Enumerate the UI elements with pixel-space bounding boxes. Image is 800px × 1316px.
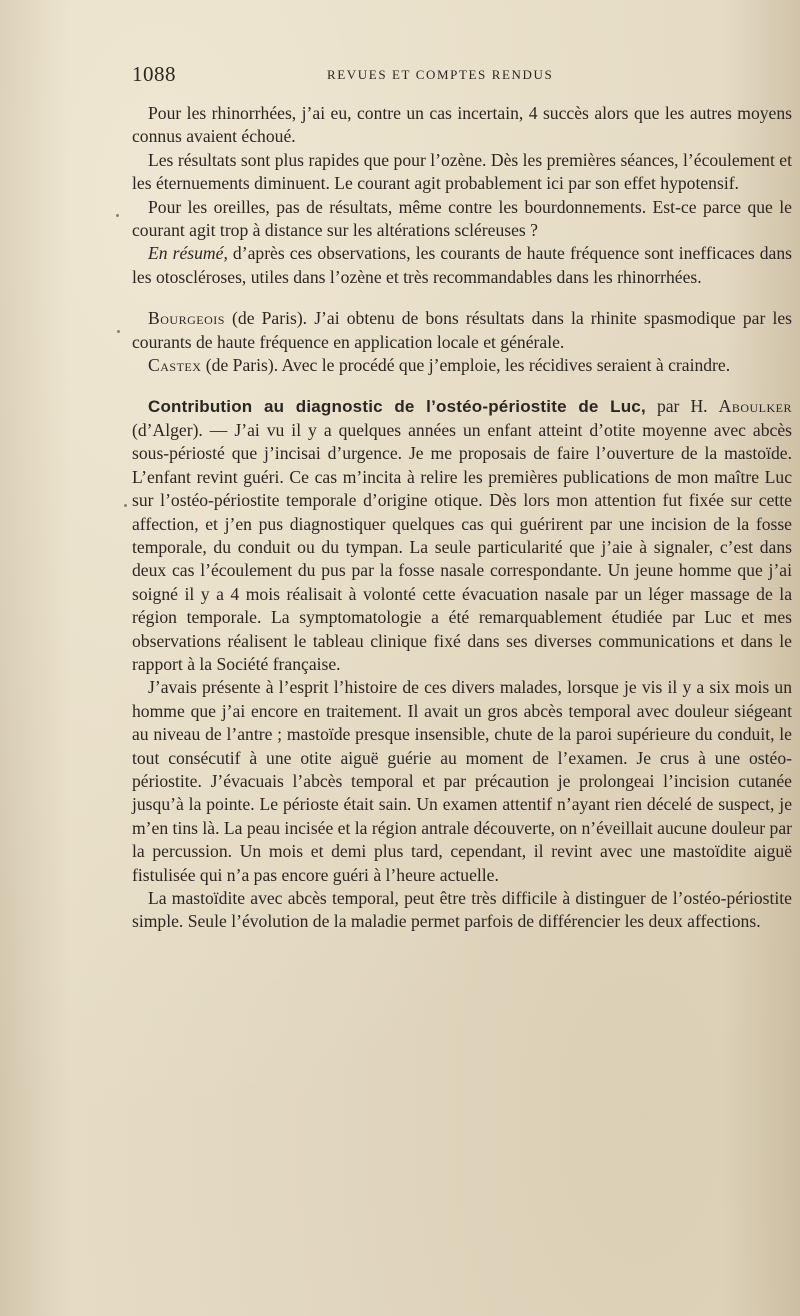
castex-text: (de Paris). Avec le procédé que j’emploie, les récidives seraient à craindre. — [201, 355, 731, 376]
by-line: par H. — [645, 396, 719, 417]
margin-speck — [117, 330, 120, 333]
section-title: Contribution au diagnostic de l’ostéo-périostite de Luc, — [148, 397, 646, 417]
page-number: 1088 — [132, 62, 176, 86]
paragraph-resultats: Les résultats sont plus rapides que pour l’ozène. Dès les premières séances, l’écoulement et les éternuements diminuent. Le courant agit probablement ici par son effet hypotensif. — [132, 149, 792, 194]
author-castex: Castex — [148, 355, 202, 376]
paragraph-castex — [132, 354, 792, 377]
paragraph-contribution — [132, 395, 792, 676]
contribution-text: (d’Alger). — J’ai vu il y a quelques années un enfant atteint d’otite moyenne avec abcès sous-périosté que j’incisai d’urgence. Je me proposais de faire l’ouverture de la mastoïde. L’enfant revint guéri. Ce cas m’incita à relire les premières publications de mon maître Luc sur l’ostéo-périostite temporale d’origine otique. Dès lors mon attention fut fixée sur cette affection, et j’en pus diagnostiquer quelques cas qui guérirent par une incision de la fosse temporale, du conduit ou du tympan. La seule particularité que j’aie à signaler, c’est dans deux cas l’écoulement du pus par la fosse nasale correspondante. Un jeune homme que j’ai soigné il y a 4 mois réalisait à volonté cette évacuation nasale par un léger massage de la région temporale. La symptomatologie a été remarquablement étudiée par Luc et mes observations réalisent le tableau clinique fixé dans ses diverses communications et dans le rapport à la Société française. — [132, 419, 792, 674]
paragraph-conclusion: La mastoïdite avec abcès temporal, peut être très difficile à distinguer de l’ostéo-périostite simple. Seule l’évolution de la maladie permet parfois de différencier les deux affections. — [132, 888, 792, 932]
paragraph-bourgeois — [132, 307, 792, 354]
margin-speck — [124, 504, 127, 507]
running-head — [132, 62, 792, 86]
running-title: REVUES ET COMPTES RENDUS — [327, 67, 554, 82]
author-aboulker: Aboulker — [718, 396, 792, 417]
paragraph-resume — [132, 242, 792, 289]
resume-text: d’après ces observations, les courants de haute fréquence sont inefficaces dans les otoscléroses, utiles dans l’ozène et très recommandables dans les rhinorrhées. — [132, 243, 792, 287]
bourgeois-text: (de Paris). J’ai obtenu de bons résultats dans la rhinite spasmodique par les courants de haute fréquence en application locale et générale. — [132, 308, 792, 352]
margin-speck — [116, 214, 119, 217]
paragraph-rhinorrhees: Pour les rhinorrhées, j’ai eu, contre un cas incertain, 4 succès alors que les autres moyens connus avaient échoué. — [132, 103, 792, 147]
body-text — [132, 102, 792, 934]
paragraph-cas-clinique: J’avais présente à l’esprit l’histoire de ces divers malades, lorsque je vis il y a six mois un homme que j’ai encore en traitement. Il avait un gros abcès temporal avec douleur siégeant au niveau de l’antre ; mastoïde presque insensible, chute de la paroi supérieure du conduit, le tout consécutif à une otite aiguë guérie au moment de l’examen. Je crus à une ostéo-périostite. J’évacuais l’abcès temporal et par précaution je prolongeai l’incision cutanée jusqu’à la pointe. Le périoste était sain. Un examen attentif n’ayant rien décelé de suspect, je m’en tins là. La peau incisée et la région antrale découverte, on n’éveillait aucune douleur par la percussion. Un mois et demi plus tard, cependant, il revint avec une mastoïdite aiguë fistulisée qui n’a pas encore guéri à l’heure actuelle. — [132, 677, 792, 885]
paragraph-oreilles: Pour les oreilles, pas de résultats, même contre les bourdonnements. Est-ce parce que le courant agit trop à distance sur les altérations scléreuses ? — [132, 196, 792, 241]
author-bourgeois: Bourgeois — [148, 308, 225, 329]
resume-lead: En résumé, — [148, 243, 228, 264]
